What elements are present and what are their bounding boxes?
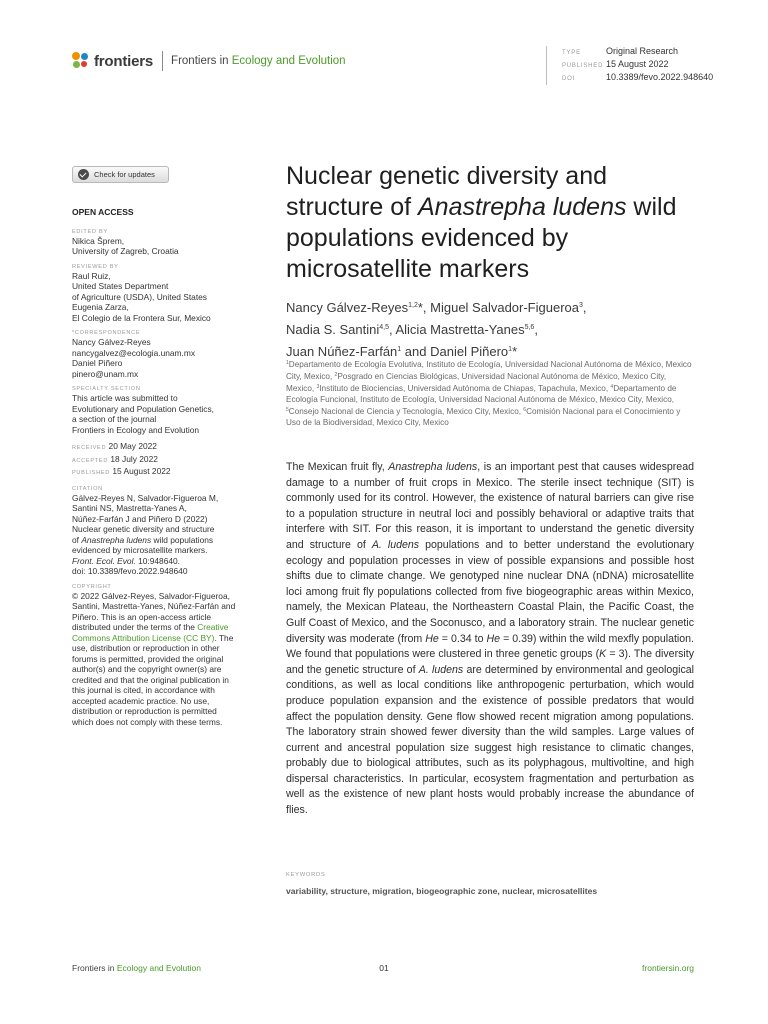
correspondence-section: *CORRESPONDENCE Nancy Gálvez-Reyes nancygalvez@ecologia.unam.mx Daniel Piñero pinero@unam.mx xyxy=(72,329,237,379)
correspondence-email-2[interactable]: pinero@unam.mx xyxy=(72,368,139,379)
dates-section xyxy=(72,441,237,479)
check-circle-icon xyxy=(78,169,89,180)
accepted-date: ACCEPTED 18 July 2022 xyxy=(72,453,158,464)
journal-name-header[interactable]: Frontiers in Ecology and Evolution xyxy=(171,55,346,67)
keywords-label: KEYWORDS xyxy=(286,872,326,878)
author-name[interactable]: Alicia Mastretta-Yanes$^{5,6}$ xyxy=(395,322,535,337)
author-list: Nancy Gálvez-Reyes$^{1,2}$*, Miguel Salvador-Figueroa$^3$, Nadia S. Santini$^{4,5}$, Alicia Mastretta-Yanes$^{5,6}$, Juan Núñez-Farfán$^1$ and Daniel Piñero$^1$* xyxy=(286,300,587,359)
frontiers-header xyxy=(72,50,346,72)
footer-journal-name[interactable]: Frontiers in Ecology and Evolution xyxy=(72,963,201,973)
edited-by-section: EDITED BY Nikica Šprem, University of Zagreb, Croatia xyxy=(72,228,179,256)
correspondence-email-1[interactable]: nancygalvez@ecologia.unam.mx xyxy=(72,347,196,358)
affiliations: $^1$Departamento de Ecología Evolutiva, Instituto de Ecología, Universidad Nacional Autónoma de México, Mexico City, Mexico, $^2$Posgrado en Ciencias Biológicas, Universidad Nacional Autónoma de México, Mexico City, Mexico, $^3$Instituto de Biociencias, Universidad Autónoma de Chiapas, Tapachula, Mexico, $^4$Departamento de Ecología Funcional, Instituto de Ecología, Universidad Nacional Autónoma de México, Mexico City, Mexico, $^5$Consejo Nacional de Ciencia y Tecnología, Mexico City, Mexico, $^6$Comisión Nacional para el Conocimiento y Uso de la Biodiversidad, Mexico City, Mexico xyxy=(286,360,692,428)
citation-doi[interactable]: doi: 10.3389/fevo.2022.948640 xyxy=(72,566,188,576)
author-name[interactable]: Nadia S. Santini$^{4,5}$ xyxy=(286,322,389,337)
page-number: 01 xyxy=(379,963,389,973)
published-date: PUBLISHED 15 August 2022 xyxy=(72,466,171,476)
check-for-updates-label: Check for updates xyxy=(94,170,155,179)
author-name[interactable]: Miguel Salvador-Figueroa$^3$ xyxy=(430,300,583,315)
article-meta-box xyxy=(546,46,752,85)
published-row: PUBLISHED 15 August 2022 xyxy=(562,59,669,69)
reviewed-by-section: REVIEWED BY Raul Ruiz, United States Department of Agriculture (USDA), United States Eugenia Zarza, El Colegio de la Frontera Sur, Mexico xyxy=(72,263,211,323)
footer-site-link[interactable]: frontiersin.org xyxy=(642,963,694,973)
article-title: Nuclear genetic diversity and structure of Anastrepha ludens wild populations evidenced by microsatellite markers xyxy=(286,162,677,283)
specialty-section: SPECIALTY SECTION This article was submitted to Evolutionary and Population Genetics, a section of the journal Frontiers in Ecology and Evolution xyxy=(72,386,214,435)
open-access-label: OPEN ACCESS xyxy=(72,207,134,217)
copyright-text: © 2022 Gálvez-Reyes, Salvador-Figueroa, Santini, Mastretta-Yanes, Núñez-Farfán and Piñero. This is an open-access article distributed under the terms of the Creative Commons Attribution License (CC BY). The use, distribution or reproduction in other forums is permitted, provided the original author(s) and the copyright owner(s) are credited and that the original publication in this journal is cited, in accordance with accepted academic practice. No use, distribution or reproduction is permitted which does not comply with these terms. xyxy=(72,590,236,727)
author-name[interactable]: Nancy Gálvez-Reyes$^{1,2}$* xyxy=(286,300,423,315)
header-divider xyxy=(162,51,163,71)
article-type-row: TYPE Original Research xyxy=(562,46,679,56)
frontiers-logo-icon xyxy=(72,52,90,70)
received-date: RECEIVED 20 May 2022 xyxy=(72,441,157,451)
abstract: The Mexican fruit fly, Anastrepha ludens, is an important pest that causes widespread damage to a number of fruit crops in Mexico. The sterile insect technique (SIT) is commonly used for its control. However, the existence of natural barriers can give rise to a population structure in neutral loci and possibly behavioral or adaptive traits that interfere with SIT. For this reason, it is important to understand the genetic diversity and structure of A. ludens populations and to better understand the evolutionary ecology and population processes in view of possible expansions and possible host shifts due to climate change. We genotyped nine nuclear DNA (nDNA) microsatellite loci among fruit fly populations collected from five biogeographic areas within Mexico, namely, the Mexican Plateau, the Northeastern Coastal Plain, the Pacific Coast, the Gulf Coast of Mexico, and the Soconusco, and a laboratory strain. The nuclear genetic diversity was moderate (from He = 0.34 to He = 0.39) within the wild mexfly population. We found that populations were clustered in three genetic groups (K = 3). The diversity and the genetic structure of A. ludens are determined by environmental and geological conditions, as well as local conditions like anthropogenic perturbation, which would produce population expansion and the existence of possible predators that would affect the population density. Gene flow showed recent migration among populations. The laboratory strain showed fewer diversity than the wild samples. Large values of current and ancestral population size suggest high resistance to climatic changes, probably due to biological attributes, such as its polyphagous, multivoltine, and high dispersal characteristics. In particular, ecosystem fragmentation and perturbation as well as the existence of new plant hosts would probably increase the abundance of flies. xyxy=(286,461,695,817)
sidebar xyxy=(72,207,237,733)
frontiers-logo-text[interactable]: frontiers xyxy=(94,52,154,70)
copyright-section: COPYRIGHT © 2022 Gálvez-Reyes, Salvador-Figueroa, Santini, Mastretta-Yanes, Núñez-Farfán and Piñero. This is an open-access article distributed under the terms of the Creative Commons Attribution License (CC BY). The use, distribution or reproduction in other forums is permitted, provided the original author(s) and the copyright owner(s) are credited and that the original publication in this journal is cited, in accordance with accepted academic practice. No use, distribution or reproduction is permitted which does not comply with these terms. xyxy=(72,583,236,727)
author-name[interactable]: Juan Núñez-Farfán$^1$ xyxy=(286,344,402,359)
keywords-list: variability, structure, migration, biogeographic zone, nuclear, microsatellites xyxy=(286,886,598,896)
doi-row[interactable]: DOI 10.3389/fevo.2022.948640 xyxy=(562,72,714,82)
citation-section: CITATION Gálvez-Reyes N, Salvador-Figueroa M, Santini NS, Mastretta-Yanes A, Núñez-Farfán J and Piñero D (2022) Nuclear genetic diversity and structure of Anastrepha ludens wild populations evidenced by microsatellite markers. Front. Ecol. Evol. 10:948640. doi: 10.3389/fevo.2022.948640 xyxy=(72,485,237,577)
cc-by-license-link[interactable]: Creative Commons Attribution License (CC BY) xyxy=(72,622,229,643)
author-name[interactable]: Daniel Piñero$^1$* xyxy=(430,344,518,359)
check-for-updates-button[interactable] xyxy=(72,166,169,183)
